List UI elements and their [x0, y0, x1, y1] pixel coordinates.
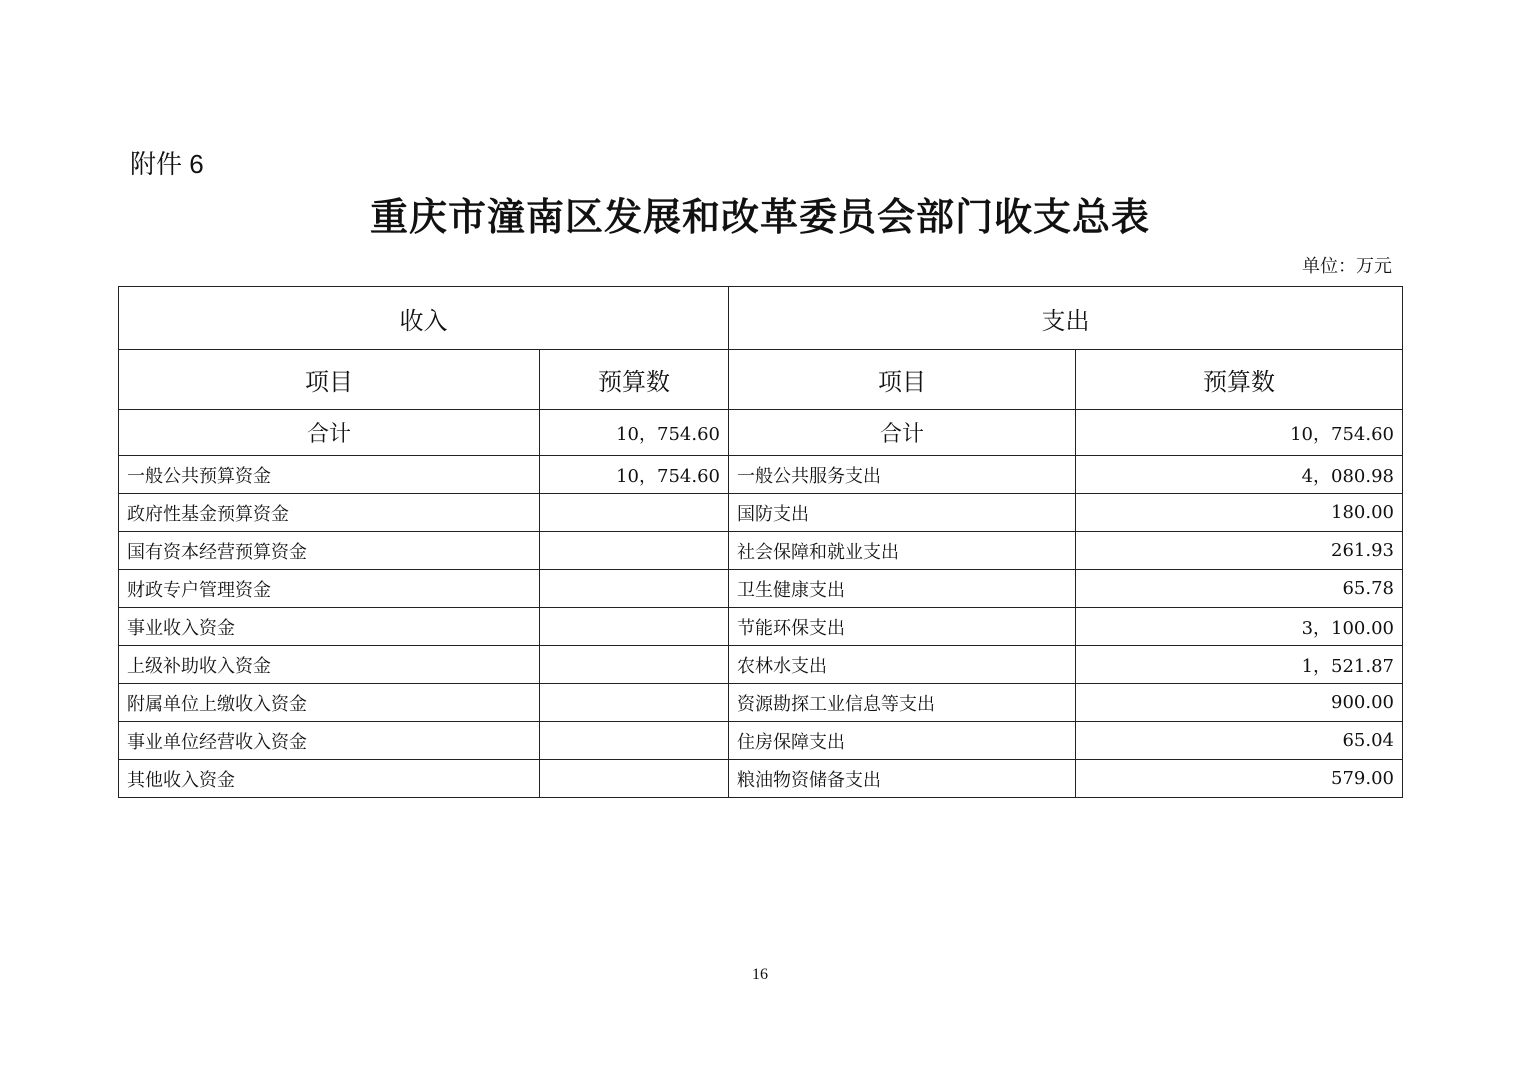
income-value-cell	[540, 722, 729, 760]
expense-value-cell: 180.00	[1076, 494, 1403, 532]
expense-budget-column-header: 预算数	[1076, 350, 1403, 410]
income-item-cell: 其他收入资金	[119, 760, 540, 798]
expense-item-cell: 国防支出	[729, 494, 1076, 532]
expense-item-cell: 住房保障支出	[729, 722, 1076, 760]
expense-item-cell: 社会保障和就业支出	[729, 532, 1076, 570]
expense-total-label: 合计	[729, 410, 1076, 456]
expense-item-cell: 节能环保支出	[729, 608, 1076, 646]
expense-item-cell: 资源勘探工业信息等支出	[729, 684, 1076, 722]
expense-value-cell: 4，080.98	[1076, 456, 1403, 494]
income-item-column-header: 项目	[119, 350, 540, 410]
income-item-cell: 国有资本经营预算资金	[119, 532, 540, 570]
expense-item-column-header: 项目	[729, 350, 1076, 410]
expense-value-cell: 1，521.87	[1076, 646, 1403, 684]
expense-value-cell: 900.00	[1076, 684, 1403, 722]
income-value-cell	[540, 684, 729, 722]
table-row	[119, 608, 1403, 646]
income-item-cell: 上级补助收入资金	[119, 646, 540, 684]
income-item-cell: 财政专户管理资金	[119, 570, 540, 608]
table-row	[119, 570, 1403, 608]
budget-table	[118, 286, 1403, 798]
income-value-cell	[540, 494, 729, 532]
income-value-cell	[540, 532, 729, 570]
income-item-cell: 事业单位经营收入资金	[119, 722, 540, 760]
expense-value-cell: 65.78	[1076, 570, 1403, 608]
expense-value-cell: 3，100.00	[1076, 608, 1403, 646]
income-budget-column-header: 预算数	[540, 350, 729, 410]
page-number: 16	[752, 966, 768, 983]
header-row-sections	[119, 287, 1403, 350]
expense-value-cell: 579.00	[1076, 760, 1403, 798]
table-row	[119, 456, 1403, 494]
table-row	[119, 760, 1403, 798]
header-row-columns	[119, 350, 1403, 410]
expense-item-cell: 卫生健康支出	[729, 570, 1076, 608]
income-item-cell: 附属单位上缴收入资金	[119, 684, 540, 722]
page-title: 重庆市潼南区发展和改革委员会部门收支总表	[369, 194, 1150, 239]
expense-item-cell: 一般公共服务支出	[729, 456, 1076, 494]
table-row	[119, 494, 1403, 532]
income-value-cell	[540, 646, 729, 684]
income-header: 收入	[119, 287, 729, 350]
income-value-cell	[540, 608, 729, 646]
income-item-cell: 事业收入资金	[119, 608, 540, 646]
unit-label: 单位：万元	[1302, 256, 1392, 277]
table-row	[119, 532, 1403, 570]
table-row	[119, 722, 1403, 760]
income-item-cell: 一般公共预算资金	[119, 456, 540, 494]
expense-value-cell: 65.04	[1076, 722, 1403, 760]
expense-item-cell: 粮油物资储备支出	[729, 760, 1076, 798]
income-value-cell	[540, 760, 729, 798]
expense-header: 支出	[729, 287, 1403, 350]
table-body	[119, 287, 1403, 798]
expense-item-cell: 农林水支出	[729, 646, 1076, 684]
income-item-cell: 政府性基金预算资金	[119, 494, 540, 532]
income-value-cell	[540, 570, 729, 608]
expense-value-cell: 261.93	[1076, 532, 1403, 570]
attachment-label: 附件 6	[130, 149, 204, 179]
income-value-cell: 10，754.60	[540, 456, 729, 494]
table-row	[119, 684, 1403, 722]
income-total-label: 合计	[119, 410, 540, 456]
income-total-value: 10，754.60	[540, 410, 729, 456]
total-row	[119, 410, 1403, 456]
table-row	[119, 646, 1403, 684]
expense-total-value: 10，754.60	[1076, 410, 1403, 456]
